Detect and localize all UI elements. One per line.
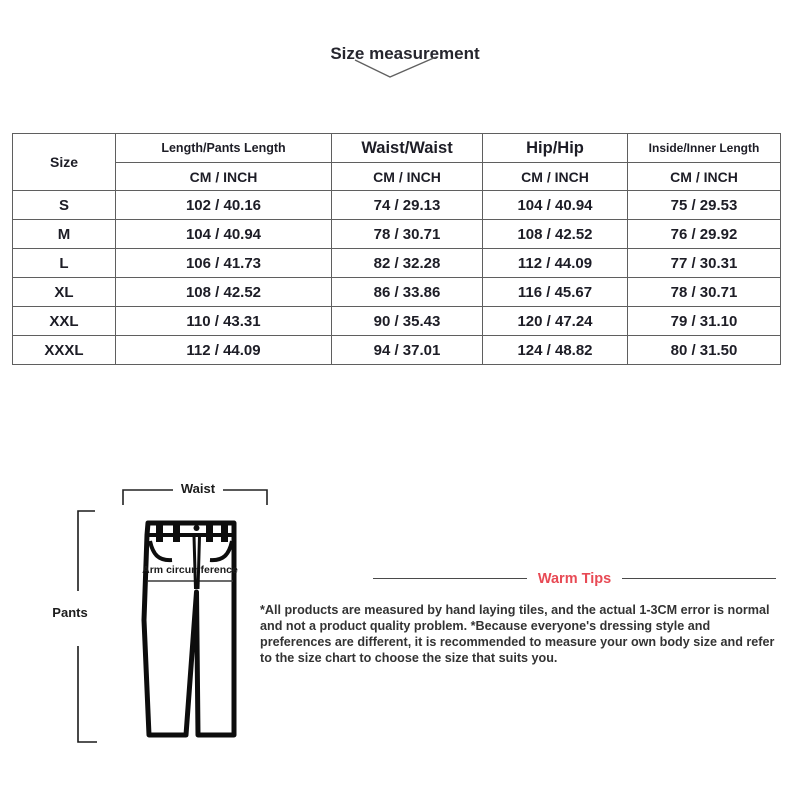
table-row	[13, 307, 781, 336]
column-header-hip: Hip/Hip	[483, 134, 628, 163]
divider-line	[622, 578, 776, 579]
waist-cell: 86 / 33.86	[332, 278, 483, 307]
inside-cell: 76 / 29.92	[628, 220, 781, 249]
hip-cell: 124 / 48.82	[483, 336, 628, 365]
waist-cell: 78 / 30.71	[332, 220, 483, 249]
unit-header-hip: CM / INCH	[483, 163, 628, 191]
size-cell: XXL	[13, 307, 116, 336]
size-cell: XL	[13, 278, 116, 307]
belt-loop	[221, 525, 228, 542]
length-cell: 110 / 43.31	[116, 307, 332, 336]
hip-cell: 116 / 45.67	[483, 278, 628, 307]
hip-cell: 120 / 47.24	[483, 307, 628, 336]
hip-cell: 108 / 42.52	[483, 220, 628, 249]
warm-tips-heading: Warm Tips	[537, 570, 612, 587]
table-row	[13, 220, 781, 249]
column-header-inside: Inside/Inner Length	[628, 134, 781, 163]
size-cell: S	[13, 191, 116, 220]
chevron-down-icon	[348, 54, 443, 82]
unit-header-inside: CM / INCH	[628, 163, 781, 191]
belt-loop	[173, 525, 180, 542]
size-cell: M	[13, 220, 116, 249]
divider-line	[373, 578, 527, 579]
length-cell: 102 / 40.16	[116, 191, 332, 220]
waist-bracket	[123, 481, 267, 505]
pants-label: Pants	[52, 605, 88, 620]
inside-cell: 75 / 29.53	[628, 191, 781, 220]
belt-loop	[156, 525, 163, 542]
pants-drawing	[142, 523, 238, 735]
warm-tips-text: *All products are measured by hand laying tiles, and the actual 1-3CM error is normal and not a product quality problem. *Because everyone's dressing style and preferences are different, it is recommended to measure your own body size and refer to the size chart to choose the size that suits you.	[260, 603, 775, 665]
table-row	[13, 249, 781, 278]
table-row	[13, 191, 781, 220]
table-row	[13, 336, 781, 365]
size-table	[12, 133, 781, 365]
hip-line-label: Arm circumference	[142, 564, 238, 576]
page-title: Size measurement	[330, 44, 480, 63]
length-cell: 104 / 40.94	[116, 220, 332, 249]
size-cell: XXXL	[13, 336, 116, 365]
waist-cell: 74 / 29.13	[332, 191, 483, 220]
belt-loop	[206, 525, 213, 542]
length-cell: 112 / 44.09	[116, 336, 332, 365]
hip-cell: 112 / 44.09	[483, 249, 628, 278]
unit-header-length: CM / INCH	[116, 163, 332, 191]
table-header-row	[13, 134, 781, 163]
waist-label: Waist	[180, 481, 216, 496]
inside-cell: 80 / 31.50	[628, 336, 781, 365]
inside-cell: 79 / 31.10	[628, 307, 781, 336]
column-header-waist: Waist/Waist	[332, 134, 483, 163]
waist-cell: 94 / 37.01	[332, 336, 483, 365]
hip-cell: 104 / 40.94	[483, 191, 628, 220]
unit-header-waist: CM / INCH	[332, 163, 483, 191]
inside-cell: 78 / 30.71	[628, 278, 781, 307]
waist-cell: 82 / 32.28	[332, 249, 483, 278]
pants-length-bracket	[52, 511, 97, 742]
button-icon	[194, 525, 200, 531]
length-cell: 106 / 41.73	[116, 249, 332, 278]
warm-tips-divider	[373, 570, 776, 587]
table-row	[13, 278, 781, 307]
column-header-length: Length/Pants Length	[116, 134, 332, 163]
table-unit-row	[13, 163, 781, 191]
size-cell: L	[13, 249, 116, 278]
size-column-header: Size	[13, 134, 116, 191]
inside-cell: 77 / 30.31	[628, 249, 781, 278]
waist-cell: 90 / 35.43	[332, 307, 483, 336]
length-cell: 108 / 42.52	[116, 278, 332, 307]
